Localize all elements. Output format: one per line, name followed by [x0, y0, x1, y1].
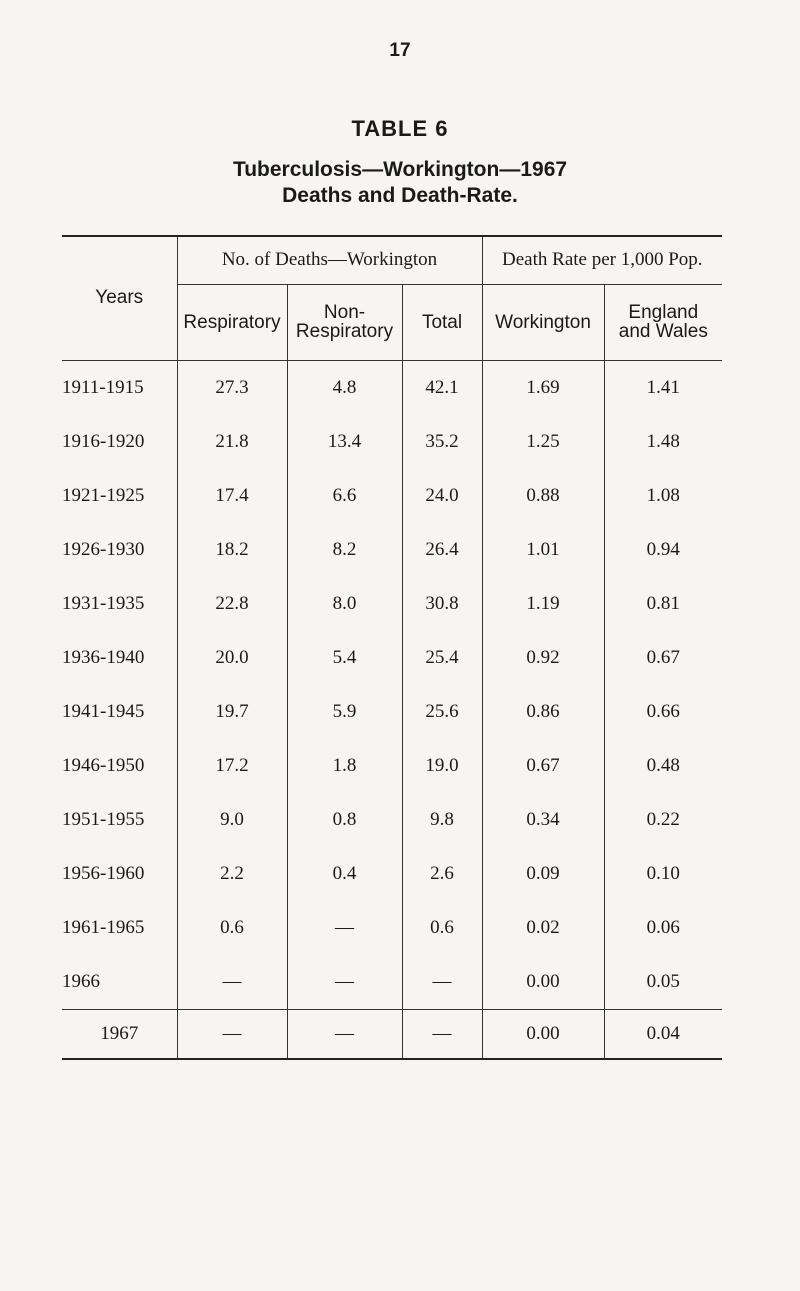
cell-total: 26.4 — [402, 523, 482, 577]
table-row — [62, 360, 722, 415]
cell-years: 1941-1945 — [62, 700, 145, 722]
table-row — [62, 523, 722, 577]
table-subtitle-line1: Tuberculosis—Workington—1967 — [232, 158, 568, 181]
cell-england-wales: 0.81 — [604, 577, 722, 631]
cell-england-wales: 0.06 — [604, 901, 722, 955]
cell-england-wales: 1.08 — [604, 469, 722, 523]
cell-non-respiratory: 6.6 — [287, 469, 402, 523]
header-non-respiratory: Non- Respiratory — [287, 284, 402, 360]
cell-total: 9.8 — [402, 793, 482, 847]
cell-non-respiratory: 8.0 — [287, 577, 402, 631]
cell-respiratory: 9.0 — [177, 793, 287, 847]
cell-non-respiratory: 0.4 — [287, 847, 402, 901]
table-row — [62, 901, 722, 955]
cell-england-wales: 1.48 — [604, 415, 722, 469]
cell-respiratory: 20.0 — [177, 631, 287, 685]
cell-years: 1921-1925 — [62, 484, 145, 506]
cell-england-wales: 0.48 — [604, 739, 722, 793]
cell-years: 1946-1950 — [62, 754, 145, 776]
table-row — [62, 739, 722, 793]
header-england-wales: England and Wales — [604, 284, 722, 360]
cell-total: 19.0 — [402, 739, 482, 793]
cell-non-respiratory: — — [287, 955, 402, 1010]
table-row — [62, 469, 722, 523]
cell-years: 1966 — [62, 955, 177, 1010]
cell-years: 1931-1935 — [62, 592, 145, 614]
cell-total: 25.4 — [402, 631, 482, 685]
table-row — [62, 415, 722, 469]
cell-non-respiratory: — — [287, 1009, 402, 1059]
cell-workington: 0.86 — [482, 685, 604, 739]
cell-non-respiratory: 1.8 — [287, 739, 402, 793]
cell-workington: 0.34 — [482, 793, 604, 847]
cell-workington: 0.67 — [482, 739, 604, 793]
cell-years: 1926-1930 — [62, 538, 145, 560]
cell-workington: 1.69 — [482, 360, 604, 415]
cell-respiratory: 17.2 — [177, 739, 287, 793]
cell-non-respiratory: 5.4 — [287, 631, 402, 685]
cell-years: 1967 — [62, 1009, 177, 1059]
cell-non-respiratory: — — [287, 901, 402, 955]
header-total: Total — [402, 284, 482, 360]
cell-non-respiratory: 0.8 — [287, 793, 402, 847]
table-row — [62, 685, 722, 739]
cell-total: 42.1 — [402, 360, 482, 415]
cell-england-wales: 0.10 — [604, 847, 722, 901]
cell-workington: 0.02 — [482, 901, 604, 955]
cell-england-wales: 0.05 — [604, 955, 722, 1010]
cell-years: 1936-1940 — [62, 646, 145, 668]
table-row — [62, 631, 722, 685]
cell-england-wales: 0.66 — [604, 685, 722, 739]
cell-total: 2.6 — [402, 847, 482, 901]
cell-respiratory: — — [177, 1009, 287, 1059]
header-years: Years — [62, 236, 177, 360]
cell-total: 35.2 — [402, 415, 482, 469]
cell-respiratory: 0.6 — [177, 901, 287, 955]
header-deaths-group: No. of Deaths—Workington — [177, 236, 482, 284]
table-label: TABLE 6 — [351, 116, 449, 141]
header-respiratory: Respiratory — [177, 284, 287, 360]
cell-total: — — [402, 1009, 482, 1059]
cell-workington: 0.92 — [482, 631, 604, 685]
table-row — [62, 955, 722, 1010]
cell-total: 24.0 — [402, 469, 482, 523]
cell-years: 1956-1960 — [62, 862, 145, 884]
cell-respiratory: 18.2 — [177, 523, 287, 577]
table-subtitle-line2: Deaths and Death-Rate. — [282, 184, 518, 207]
cell-england-wales: 1.41 — [604, 360, 722, 415]
cell-respiratory: — — [177, 955, 287, 1010]
cell-non-respiratory: 5.9 — [287, 685, 402, 739]
cell-respiratory: 27.3 — [177, 360, 287, 415]
cell-england-wales: 0.94 — [604, 523, 722, 577]
table-row — [62, 847, 722, 901]
cell-respiratory: 2.2 — [177, 847, 287, 901]
cell-respiratory: 21.8 — [177, 415, 287, 469]
header-workington: Workington — [482, 284, 604, 360]
cell-non-respiratory: 13.4 — [287, 415, 402, 469]
table-body — [62, 360, 722, 1059]
cell-england-wales: 0.04 — [604, 1009, 722, 1059]
cell-workington: 1.01 — [482, 523, 604, 577]
cell-years: 1951-1955 — [62, 808, 145, 830]
header-rate-group: Death Rate per 1,000 Pop. — [482, 236, 722, 284]
tuberculosis-deaths-table — [62, 235, 722, 1060]
table-row — [62, 577, 722, 631]
cell-non-respiratory: 4.8 — [287, 360, 402, 415]
cell-total: 30.8 — [402, 577, 482, 631]
page-number: 17 — [389, 40, 411, 61]
cell-workington: 0.00 — [482, 1009, 604, 1059]
cell-total: — — [402, 955, 482, 1010]
cell-total: 0.6 — [402, 901, 482, 955]
cell-england-wales: 0.67 — [604, 631, 722, 685]
table-row — [62, 1009, 722, 1059]
cell-years: 1916-1920 — [62, 430, 145, 452]
cell-england-wales: 0.22 — [604, 793, 722, 847]
cell-years: 1911-1915 — [62, 376, 144, 398]
cell-years: 1961-1965 — [62, 916, 145, 938]
cell-non-respiratory: 8.2 — [287, 523, 402, 577]
cell-workington: 0.00 — [482, 955, 604, 1010]
cell-workington: 0.09 — [482, 847, 604, 901]
cell-respiratory: 19.7 — [177, 685, 287, 739]
table-row — [62, 793, 722, 847]
cell-workington: 1.25 — [482, 415, 604, 469]
cell-total: 25.6 — [402, 685, 482, 739]
cell-respiratory: 17.4 — [177, 469, 287, 523]
cell-workington: 1.19 — [482, 577, 604, 631]
cell-workington: 0.88 — [482, 469, 604, 523]
cell-respiratory: 22.8 — [177, 577, 287, 631]
